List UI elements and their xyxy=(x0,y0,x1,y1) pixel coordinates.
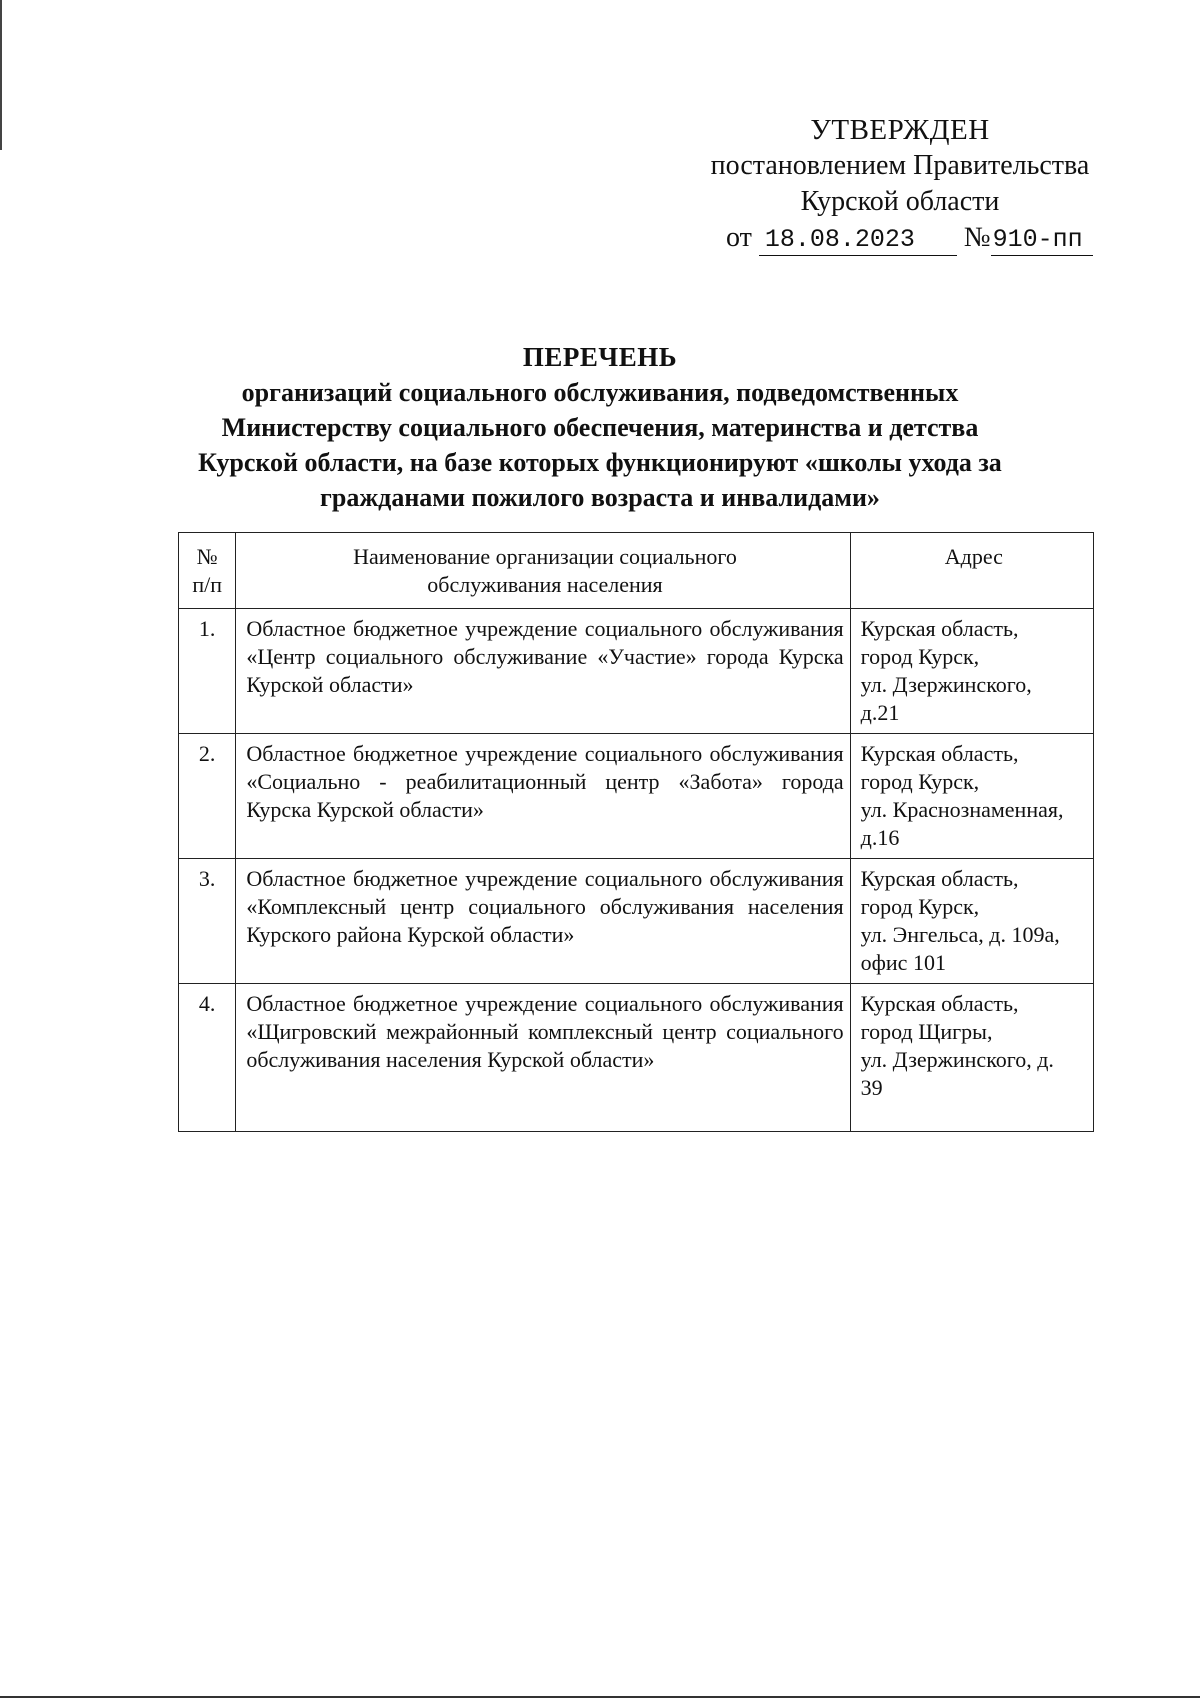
address-line: Курская область, xyxy=(860,991,1019,1016)
row-org-name: Областное бюджетное учреждение социального обслуживания «Щигровский межрайонный комплексный центр социального обслуживания населения Курской области» xyxy=(236,984,850,1132)
approval-line-1: постановлением Правительства xyxy=(710,150,1090,181)
scan-edge-left xyxy=(0,0,2,150)
header-num-line-1: № xyxy=(196,544,218,569)
table-row xyxy=(179,609,1094,734)
address-line: ул. Дзержинского, xyxy=(860,672,1032,697)
approval-date: 18.08.2023 xyxy=(759,225,957,256)
address-line: Курская область, xyxy=(860,866,1019,891)
approval-stamp-block xyxy=(690,112,1110,256)
approval-date-line xyxy=(690,220,1110,256)
date-prefix: от xyxy=(726,222,752,253)
header-name xyxy=(236,533,850,609)
heading-line-2: Министерству социального обеспечения, материнства и детства xyxy=(221,413,979,442)
address-line: Курская область, xyxy=(860,741,1019,766)
row-address xyxy=(850,859,1093,984)
table-row xyxy=(179,859,1094,984)
heading-line-1: организаций социального обслуживания, подведомственных xyxy=(241,378,959,407)
organizations-table xyxy=(178,532,1094,1132)
row-org-name: Областное бюджетное учреждение социального обслуживания «Центр социального обслуживание «Участие» города Курска Курской области» xyxy=(236,609,850,734)
address-line: город Курск, xyxy=(860,894,980,919)
address-line: офис 101 xyxy=(860,950,946,975)
row-org-name: Областное бюджетное учреждение социального обслуживания «Социально - реабилитационный центр «Забота» города Курска Курской области» xyxy=(236,734,850,859)
row-num: 4. xyxy=(179,984,236,1132)
approval-line-2: Курской области xyxy=(800,186,1000,217)
table-row xyxy=(179,984,1094,1132)
row-address xyxy=(850,609,1093,734)
address-line: д.21 xyxy=(860,700,900,725)
row-num: 3. xyxy=(179,859,236,984)
address-line: Курская область, xyxy=(860,616,1019,641)
address-line: ул. Дзержинского, д. xyxy=(860,1047,1054,1072)
approval-title: УТВЕРЖДЕН xyxy=(810,114,990,146)
header-num-line-2: п/п xyxy=(192,572,222,597)
table-header-row xyxy=(179,533,1094,609)
row-address xyxy=(850,984,1093,1132)
scan-edge-bottom xyxy=(0,1696,1200,1698)
address-line: д.16 xyxy=(860,825,900,850)
address-line: ул. Энгельса, д. 109а, xyxy=(860,922,1060,947)
address-line: город Щигры, xyxy=(860,1019,993,1044)
address-line: город Курск, xyxy=(860,644,980,669)
header-name-line-1: Наименование организации социального xyxy=(353,544,737,569)
address-line: 39 xyxy=(860,1075,883,1100)
heading-line-4: гражданами пожилого возраста и инвалидами» xyxy=(320,483,880,512)
address-line: город Курск, xyxy=(860,769,980,794)
approval-number: 910-пп xyxy=(991,225,1093,256)
heading-line-3: Курской области, на базе которых функционируют «школы ухода за xyxy=(198,448,1002,477)
row-num: 2. xyxy=(179,734,236,859)
heading-main: ПЕРЕЧЕНЬ xyxy=(522,342,678,372)
header-name-line-2: обслуживания населения xyxy=(427,572,663,597)
row-num: 1. xyxy=(179,609,236,734)
address-line: ул. Краснознаменная, xyxy=(860,797,1064,822)
document-heading xyxy=(150,340,1050,515)
header-address: Адрес xyxy=(850,533,1093,609)
row-org-name: Областное бюджетное учреждение социального обслуживания «Комплексный центр социального обслуживания населения Курского района Курской области» xyxy=(236,859,850,984)
number-prefix: № xyxy=(963,222,991,253)
table-row xyxy=(179,734,1094,859)
header-num xyxy=(179,533,236,609)
row-address xyxy=(850,734,1093,859)
